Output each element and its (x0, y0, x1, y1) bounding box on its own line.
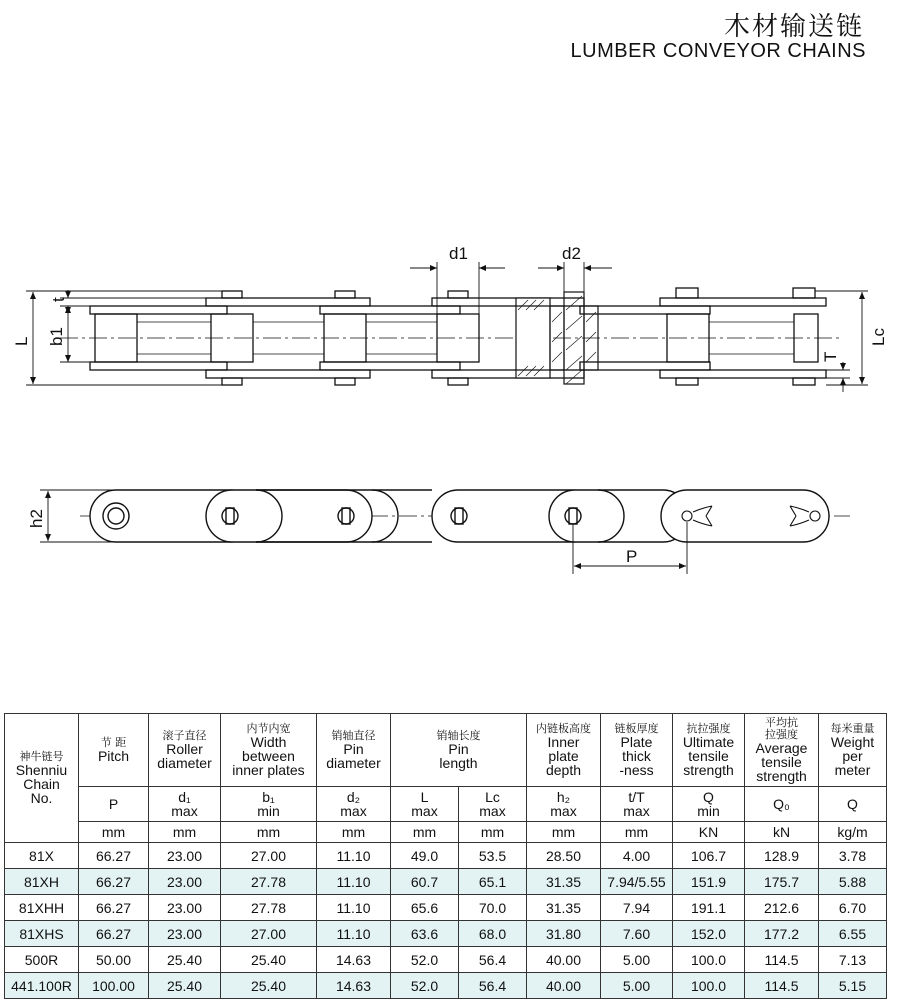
spec-table (4, 713, 887, 999)
table-row (5, 947, 887, 973)
table-row (5, 921, 887, 947)
unit-roller: mm (149, 822, 221, 843)
table-cell: 31.35 (527, 895, 601, 921)
table-cell: 40.00 (527, 947, 601, 973)
table-cell: 151.9 (673, 869, 745, 895)
unit-width: mm (221, 822, 317, 843)
cell-chain-no: 441.100R (5, 973, 79, 999)
header-pitch: 节 距 Pitch (79, 714, 149, 787)
sym-plate-thickness: t/T max (601, 787, 673, 822)
chain-side-view (40, 490, 850, 574)
table-cell: 5.00 (601, 973, 673, 999)
sym-pin-length-L: L max (391, 787, 459, 822)
table-cell: 6.55 (819, 921, 887, 947)
table-cell: 25.40 (149, 947, 221, 973)
header-pin-length: 销轴长度 Pin length (391, 714, 527, 787)
table-cell: 56.4 (459, 947, 527, 973)
sym-plate-depth: h₂ max (527, 787, 601, 822)
table-cell: 66.27 (79, 895, 149, 921)
table-row (5, 895, 887, 921)
table-cell: 11.10 (317, 869, 391, 895)
table-cell: 11.10 (317, 921, 391, 947)
table-cell: 114.5 (745, 973, 819, 999)
unit-pin-length-L: mm (391, 822, 459, 843)
header-width: 内节内宽 Width between inner plates (221, 714, 317, 787)
table-cell: 5.88 (819, 869, 887, 895)
table-cell: 11.10 (317, 895, 391, 921)
table-cell: 6.70 (819, 895, 887, 921)
cell-chain-no: 81XHS (5, 921, 79, 947)
table-cell: 23.00 (149, 921, 221, 947)
table-cell: 106.7 (673, 843, 745, 869)
title-chinese: 木材输送链 (723, 12, 864, 42)
table-unit-row (5, 822, 887, 843)
table-cell: 25.40 (149, 973, 221, 999)
unit-weight: kg/m (819, 822, 887, 843)
table-cell: 27.78 (221, 895, 317, 921)
label-b1: b1 (47, 327, 66, 346)
sym-roller: d₁ max (149, 787, 221, 822)
table-cell: 60.7 (391, 869, 459, 895)
table-cell: 31.35 (527, 869, 601, 895)
table-cell: 27.78 (221, 869, 317, 895)
table-cell: 65.1 (459, 869, 527, 895)
table-cell: 25.40 (221, 947, 317, 973)
table-cell: 52.0 (391, 947, 459, 973)
table-cell: 11.10 (317, 843, 391, 869)
table-cell: 66.27 (79, 921, 149, 947)
label-T: T (821, 351, 840, 362)
table-cell: 53.5 (459, 843, 527, 869)
table-row (5, 869, 887, 895)
table-cell: 31.80 (527, 921, 601, 947)
table-cell: 65.6 (391, 895, 459, 921)
unit-ultimate-strength: KN (673, 822, 745, 843)
table-cell: 100.00 (79, 973, 149, 999)
unit-pin-length-Lc: mm (459, 822, 527, 843)
table-cell: 50.00 (79, 947, 149, 973)
table-cell: 27.00 (221, 921, 317, 947)
table-cell: 28.50 (527, 843, 601, 869)
header-ultimate-strength: 抗拉强度 Ultimate tensile strength (673, 714, 745, 787)
table-row (5, 843, 887, 869)
table-cell: 191.1 (673, 895, 745, 921)
table-cell: 7.13 (819, 947, 887, 973)
label-d1: d1 (449, 244, 468, 263)
header-average-strength: 平均抗 拉强度 Average tensile strength (745, 714, 819, 787)
table-cell: 212.6 (745, 895, 819, 921)
table-cell: 4.00 (601, 843, 673, 869)
table-cell: 56.4 (459, 973, 527, 999)
sym-pin-diameter: d₂ max (317, 787, 391, 822)
header-weight: 每米重量 Weight per meter (819, 714, 887, 787)
label-L: L (12, 336, 31, 346)
label-d2: d2 (562, 244, 581, 263)
header-roller: 滚子直径 Roller diameter (149, 714, 221, 787)
sym-pitch: P (79, 787, 149, 822)
title-english: LUMBER CONVEYOR CHAINS (570, 40, 866, 62)
chain-top-view (26, 262, 868, 392)
table-cell: 23.00 (149, 843, 221, 869)
label-Lc: Lc (869, 328, 888, 346)
header-plate-thickness: 链板厚度 Plate thick -ness (601, 714, 673, 787)
table-header-row (5, 714, 887, 787)
table-cell: 68.0 (459, 921, 527, 947)
table-body (5, 843, 887, 999)
table-cell: 52.0 (391, 973, 459, 999)
rollers (95, 314, 818, 362)
unit-plate-thickness: mm (601, 822, 673, 843)
table-cell: 23.00 (149, 895, 221, 921)
sym-ultimate-strength: Q min (673, 787, 745, 822)
header-pin-diameter: 销轴直径 Pin diameter (317, 714, 391, 787)
table-cell: 7.60 (601, 921, 673, 947)
sym-weight: Q (819, 787, 887, 822)
table-cell: 152.0 (673, 921, 745, 947)
table-cell: 177.2 (745, 921, 819, 947)
sym-average-strength: Q₀ (745, 787, 819, 822)
table-cell: 63.6 (391, 921, 459, 947)
table-cell: 5.00 (601, 947, 673, 973)
table-cell: 7.94/5.55 (601, 869, 673, 895)
table-cell: 23.00 (149, 869, 221, 895)
table-cell: 14.63 (317, 947, 391, 973)
table-cell: 3.78 (819, 843, 887, 869)
label-P: P (626, 547, 638, 566)
table-cell: 70.0 (459, 895, 527, 921)
cell-chain-no: 500R (5, 947, 79, 973)
table-cell: 5.15 (819, 973, 887, 999)
top-dimensions (26, 262, 868, 392)
table-cell: 66.27 (79, 869, 149, 895)
table-row (5, 973, 887, 999)
table-cell: 175.7 (745, 869, 819, 895)
unit-average-strength: kN (745, 822, 819, 843)
table-cell: 100.0 (673, 947, 745, 973)
table-cell: 40.00 (527, 973, 601, 999)
cell-chain-no: 81X (5, 843, 79, 869)
sym-width: b₁ min (221, 787, 317, 822)
table-symbol-row (5, 787, 887, 822)
unit-plate-depth: mm (527, 822, 601, 843)
cell-chain-no: 81XH (5, 869, 79, 895)
label-h2: h2 (27, 509, 46, 528)
cell-chain-no: 81XHH (5, 895, 79, 921)
table-cell: 25.40 (221, 973, 317, 999)
unit-pin-diameter: mm (317, 822, 391, 843)
header-plate-depth: 内链板高度 Inner plate depth (527, 714, 601, 787)
table-cell: 114.5 (745, 947, 819, 973)
table-cell: 100.0 (673, 973, 745, 999)
table-cell: 66.27 (79, 843, 149, 869)
table-cell: 14.63 (317, 973, 391, 999)
table-cell: 7.94 (601, 895, 673, 921)
sym-pin-length-Lc: Lc max (459, 787, 527, 822)
header-chain-no: 神牛链号 Shenniu Chain No. (5, 714, 79, 843)
table-cell: 27.00 (221, 843, 317, 869)
unit-pitch: mm (79, 822, 149, 843)
table-cell: 128.9 (745, 843, 819, 869)
label-t: t (49, 297, 68, 302)
table-cell: 49.0 (391, 843, 459, 869)
